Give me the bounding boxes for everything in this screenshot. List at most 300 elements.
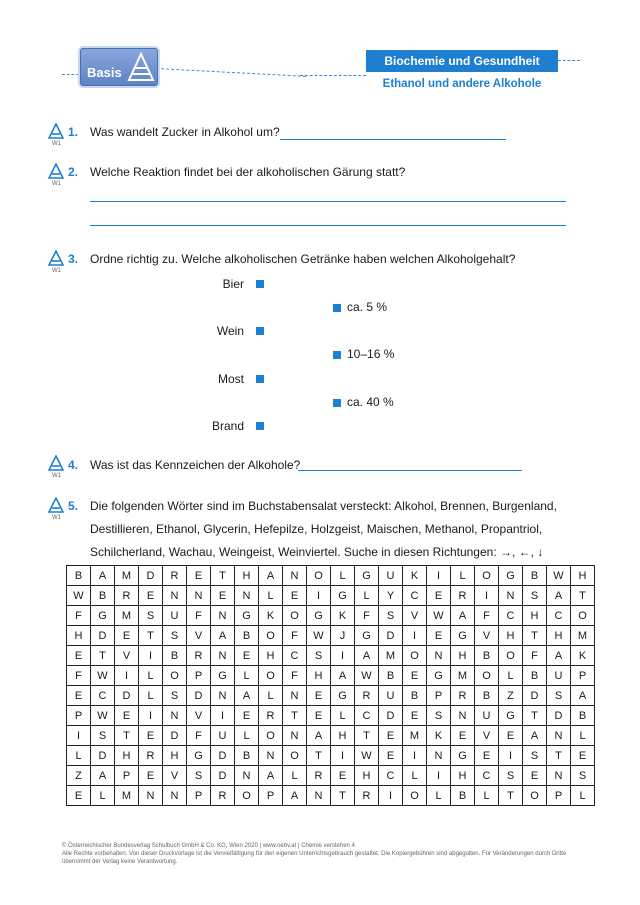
grid-cell[interactable]: B	[571, 706, 595, 726]
grid-cell[interactable]: F	[187, 726, 211, 746]
grid-cell[interactable]: E	[427, 626, 451, 646]
grid-cell[interactable]: L	[139, 666, 163, 686]
grid-cell[interactable]: T	[571, 586, 595, 606]
match-point[interactable]	[256, 280, 264, 288]
grid-cell[interactable]: H	[523, 606, 547, 626]
grid-cell[interactable]: G	[331, 586, 355, 606]
grid-cell[interactable]: D	[379, 626, 403, 646]
match-point[interactable]	[333, 351, 341, 359]
grid-cell[interactable]: Z	[67, 766, 91, 786]
answer-line[interactable]	[90, 201, 566, 202]
grid-cell[interactable]: H	[355, 766, 379, 786]
grid-cell[interactable]: D	[211, 746, 235, 766]
grid-cell[interactable]: S	[571, 766, 595, 786]
grid-cell[interactable]: R	[355, 686, 379, 706]
grid-cell[interactable]: P	[67, 706, 91, 726]
grid-cell[interactable]: H	[115, 746, 139, 766]
grid-cell[interactable]: W	[355, 746, 379, 766]
grid-cell[interactable]: W	[91, 666, 115, 686]
grid-cell[interactable]: A	[235, 686, 259, 706]
grid-cell[interactable]: F	[283, 666, 307, 686]
grid-cell[interactable]: N	[547, 766, 571, 786]
grid-cell[interactable]: P	[187, 666, 211, 686]
grid-cell[interactable]: N	[283, 726, 307, 746]
grid-cell[interactable]: L	[499, 666, 523, 686]
grid-cell[interactable]: N	[259, 746, 283, 766]
match-point[interactable]	[333, 304, 341, 312]
drink-label: Wein	[216, 324, 244, 338]
grid-cell[interactable]: I	[211, 706, 235, 726]
grid-cell[interactable]: E	[67, 686, 91, 706]
grid-cell[interactable]: N	[235, 766, 259, 786]
grid-cell[interactable]: S	[427, 706, 451, 726]
grid-cell[interactable]: H	[451, 766, 475, 786]
grid-cell[interactable]: G	[235, 606, 259, 626]
grid-cell[interactable]: B	[403, 686, 427, 706]
grid-cell[interactable]: L	[475, 786, 499, 806]
grid-cell[interactable]: D	[379, 706, 403, 726]
grid-cell[interactable]: E	[139, 586, 163, 606]
grid-cell[interactable]: O	[259, 666, 283, 686]
grid-cell[interactable]: G	[307, 606, 331, 626]
grid-cell[interactable]: K	[259, 606, 283, 626]
grid-cell[interactable]: K	[571, 646, 595, 666]
grid-cell[interactable]: O	[259, 626, 283, 646]
grid-cell[interactable]: N	[547, 726, 571, 746]
question-level-code: W1	[52, 141, 61, 147]
grid-cell[interactable]: R	[451, 686, 475, 706]
grid-cell[interactable]: I	[427, 766, 451, 786]
grid-cell[interactable]: I	[67, 726, 91, 746]
grid-cell[interactable]: E	[379, 746, 403, 766]
grid-cell[interactable]: I	[115, 666, 139, 686]
grid-cell[interactable]: T	[355, 726, 379, 746]
grid-cell[interactable]: L	[259, 586, 283, 606]
grid-cell[interactable]: H	[499, 626, 523, 646]
grid-cell[interactable]: D	[547, 706, 571, 726]
grid-cell[interactable]: L	[139, 686, 163, 706]
grid-cell[interactable]: L	[67, 746, 91, 766]
grid-cell[interactable]: L	[91, 786, 115, 806]
question-level-code: W1	[52, 515, 61, 521]
grid-cell[interactable]: A	[283, 786, 307, 806]
grid-cell[interactable]: O	[403, 646, 427, 666]
grid-cell[interactable]: L	[571, 726, 595, 746]
grid-cell[interactable]: D	[187, 686, 211, 706]
grid-cell[interactable]: E	[499, 726, 523, 746]
grid-cell[interactable]: G	[211, 666, 235, 686]
grid-cell[interactable]: Y	[379, 586, 403, 606]
grid-cell[interactable]: R	[139, 746, 163, 766]
question-level-code: W1	[52, 268, 61, 274]
grid-cell[interactable]: U	[547, 666, 571, 686]
grid-cell[interactable]: E	[475, 746, 499, 766]
grid-cell[interactable]: G	[499, 566, 523, 586]
grid-cell[interactable]: I	[403, 746, 427, 766]
grid-row	[67, 646, 595, 666]
grid-row	[67, 746, 595, 766]
grid-cell[interactable]: U	[379, 566, 403, 586]
grid-cell[interactable]: C	[283, 646, 307, 666]
grid-cell[interactable]: G	[91, 606, 115, 626]
answer-line[interactable]	[90, 225, 566, 226]
grid-cell[interactable]: E	[571, 746, 595, 766]
grid-cell[interactable]: S	[523, 586, 547, 606]
grid-cell[interactable]: R	[211, 786, 235, 806]
grid-cell[interactable]: V	[403, 606, 427, 626]
grid-cell[interactable]: L	[283, 766, 307, 786]
grid-cell[interactable]: P	[547, 786, 571, 806]
grid-cell[interactable]: N	[163, 586, 187, 606]
grid-cell[interactable]: W	[307, 626, 331, 646]
grid-cell[interactable]: S	[523, 746, 547, 766]
grid-cell[interactable]: U	[475, 706, 499, 726]
grid-cell[interactable]: I	[139, 646, 163, 666]
header-dash-connector	[300, 75, 366, 76]
subject-banner: Biochemie und Gesundheit	[366, 50, 558, 72]
grid-cell[interactable]: O	[283, 606, 307, 626]
grid-cell[interactable]: B	[523, 666, 547, 686]
grid-cell[interactable]: E	[403, 706, 427, 726]
triangle-level-icon	[48, 497, 64, 513]
grid-row	[67, 766, 595, 786]
grid-cell[interactable]: F	[283, 626, 307, 646]
grid-cell[interactable]: E	[235, 646, 259, 666]
grid-cell[interactable]: M	[403, 726, 427, 746]
grid-cell[interactable]: N	[139, 786, 163, 806]
grid-cell[interactable]: A	[331, 666, 355, 686]
grid-cell[interactable]: J	[331, 626, 355, 646]
grid-cell[interactable]: O	[475, 566, 499, 586]
grid-cell[interactable]: H	[67, 626, 91, 646]
grid-cell[interactable]: O	[283, 746, 307, 766]
grid-cell[interactable]: G	[355, 626, 379, 646]
grid-cell[interactable]: S	[499, 766, 523, 786]
question-text: Was wandelt Zucker in Alkohol um?	[90, 125, 280, 139]
grid-cell[interactable]: R	[115, 586, 139, 606]
grid-cell[interactable]: I	[331, 746, 355, 766]
grid-cell[interactable]: N	[235, 586, 259, 606]
grid-row	[67, 626, 595, 646]
grid-cell[interactable]: B	[235, 626, 259, 646]
grid-cell[interactable]: E	[187, 566, 211, 586]
grid-cell[interactable]: V	[187, 626, 211, 646]
grid-cell[interactable]: V	[475, 726, 499, 746]
grid-cell[interactable]: O	[523, 786, 547, 806]
grid-cell[interactable]: B	[523, 566, 547, 586]
grid-cell[interactable]: I	[379, 786, 403, 806]
grid-cell[interactable]: D	[115, 686, 139, 706]
grid-cell[interactable]: W	[547, 566, 571, 586]
grid-cell[interactable]: E	[307, 686, 331, 706]
grid-cell[interactable]: E	[115, 626, 139, 646]
grid-cell[interactable]: H	[259, 646, 283, 666]
grid-cell[interactable]: R	[163, 566, 187, 586]
grid-cell[interactable]: O	[235, 786, 259, 806]
grid-cell[interactable]: P	[187, 786, 211, 806]
grid-cell[interactable]: R	[355, 786, 379, 806]
grid-cell[interactable]: G	[355, 566, 379, 586]
grid-cell[interactable]: M	[571, 626, 595, 646]
grid-cell[interactable]: W	[355, 666, 379, 686]
grid-cell[interactable]: S	[139, 606, 163, 626]
grid-cell[interactable]: E	[307, 706, 331, 726]
grid-cell[interactable]: D	[523, 686, 547, 706]
grid-cell[interactable]: C	[403, 586, 427, 606]
grid-row	[67, 666, 595, 686]
grid-cell[interactable]: M	[379, 646, 403, 666]
grid-cell[interactable]: E	[523, 766, 547, 786]
grid-cell[interactable]: E	[139, 766, 163, 786]
grid-cell[interactable]: B	[475, 686, 499, 706]
grid-cell[interactable]: M	[115, 786, 139, 806]
grid-cell[interactable]: U	[379, 686, 403, 706]
grid-cell[interactable]: A	[547, 646, 571, 666]
grid-cell[interactable]: M	[451, 666, 475, 686]
grid-cell[interactable]: N	[499, 586, 523, 606]
grid-cell[interactable]: O	[571, 606, 595, 626]
grid-cell[interactable]: A	[259, 566, 283, 586]
grid-cell[interactable]: F	[355, 606, 379, 626]
grid-cell[interactable]: T	[547, 746, 571, 766]
match-point[interactable]	[256, 327, 264, 335]
grid-cell[interactable]: T	[211, 566, 235, 586]
grid-cell[interactable]: S	[187, 766, 211, 786]
grid-cell[interactable]: R	[187, 646, 211, 666]
match-point[interactable]	[256, 422, 264, 430]
grid-cell[interactable]: L	[235, 726, 259, 746]
grid-cell[interactable]: E	[67, 646, 91, 666]
grid-cell[interactable]: I	[403, 626, 427, 646]
grid-cell[interactable]: H	[307, 666, 331, 686]
grid-cell[interactable]: D	[91, 626, 115, 646]
grid-cell[interactable]: L	[427, 786, 451, 806]
grid-cell[interactable]: L	[331, 706, 355, 726]
grid-cell[interactable]: T	[139, 626, 163, 646]
grid-cell[interactable]: L	[571, 786, 595, 806]
grid-cell[interactable]: B	[67, 566, 91, 586]
grid-cell[interactable]: H	[331, 726, 355, 746]
grid-cell[interactable]: U	[211, 726, 235, 746]
grid-cell[interactable]: W	[427, 606, 451, 626]
grid-row	[67, 566, 595, 586]
grid-cell[interactable]: N	[283, 686, 307, 706]
grid-cell[interactable]: E	[427, 586, 451, 606]
grid-cell[interactable]: S	[379, 606, 403, 626]
grid-cell[interactable]: S	[163, 686, 187, 706]
grid-cell[interactable]: T	[523, 706, 547, 726]
grid-cell[interactable]: G	[187, 746, 211, 766]
grid-cell[interactable]: A	[547, 586, 571, 606]
grid-cell[interactable]: G	[499, 706, 523, 726]
grid-cell[interactable]: T	[91, 646, 115, 666]
grid-cell[interactable]: F	[67, 606, 91, 626]
grid-cell[interactable]: N	[211, 606, 235, 626]
grid-cell[interactable]: R	[307, 766, 331, 786]
answer-line[interactable]	[298, 470, 522, 471]
grid-cell[interactable]: G	[427, 666, 451, 686]
grid-cell[interactable]: D	[163, 726, 187, 746]
alcohol-content-label: ca. 40 %	[347, 395, 394, 409]
grid-cell[interactable]: E	[67, 786, 91, 806]
grid-cell[interactable]: O	[259, 726, 283, 746]
grid-cell[interactable]: A	[91, 566, 115, 586]
grid-cell[interactable]: E	[403, 666, 427, 686]
grid-cell[interactable]: U	[163, 606, 187, 626]
grid-cell[interactable]: N	[211, 646, 235, 666]
grid-cell[interactable]: L	[331, 566, 355, 586]
grid-cell[interactable]: G	[451, 626, 475, 646]
grid-cell[interactable]: S	[163, 626, 187, 646]
grid-cell[interactable]: A	[91, 766, 115, 786]
grid-cell[interactable]: M	[115, 606, 139, 626]
grid-cell[interactable]: A	[571, 686, 595, 706]
grid-cell[interactable]: F	[67, 666, 91, 686]
grid-cell[interactable]: O	[499, 646, 523, 666]
grid-cell[interactable]: T	[307, 746, 331, 766]
grid-cell[interactable]: L	[355, 586, 379, 606]
grid-cell[interactable]: N	[211, 686, 235, 706]
footer-rights: Alle Rechte vorbehalten. Von dieser Druckvorlage ist die Vervielfältigung für den eigenen Unterrichtsgebrauch gestattet. Die Kopiergebühren sind abgegolten. Für Veränderungen durch Dritte übernimmt der Verlag keine Verantwortung.	[62, 851, 567, 865]
grid-cell[interactable]: A	[307, 726, 331, 746]
grid-cell[interactable]: T	[283, 706, 307, 726]
grid-cell[interactable]: C	[547, 606, 571, 626]
grid-cell[interactable]: I	[499, 746, 523, 766]
grid-cell[interactable]: L	[403, 766, 427, 786]
grid-cell[interactable]: G	[331, 686, 355, 706]
grid-cell[interactable]: T	[523, 626, 547, 646]
grid-cell[interactable]: V	[475, 626, 499, 646]
grid-cell[interactable]: D	[139, 566, 163, 586]
grid-cell[interactable]: E	[115, 706, 139, 726]
grid-cell[interactable]: E	[379, 726, 403, 746]
grid-cell[interactable]: B	[475, 646, 499, 666]
grid-cell[interactable]: A	[523, 726, 547, 746]
grid-cell[interactable]: O	[403, 786, 427, 806]
grid-cell[interactable]: V	[187, 706, 211, 726]
header-dash-middle	[156, 68, 306, 77]
grid-cell[interactable]: N	[451, 706, 475, 726]
grid-row	[67, 686, 595, 706]
grid-cell[interactable]: L	[235, 666, 259, 686]
grid-cell[interactable]: A	[259, 766, 283, 786]
grid-cell[interactable]: V	[115, 646, 139, 666]
match-point[interactable]	[256, 375, 264, 383]
grid-cell[interactable]: I	[307, 586, 331, 606]
grid-cell[interactable]: D	[91, 746, 115, 766]
grid-cell[interactable]: N	[427, 646, 451, 666]
grid-cell[interactable]: C	[355, 706, 379, 726]
grid-cell[interactable]: P	[571, 666, 595, 686]
grid-cell[interactable]: O	[307, 566, 331, 586]
grid-cell[interactable]: L	[259, 686, 283, 706]
grid-cell[interactable]: T	[331, 786, 355, 806]
grid-cell[interactable]: I	[475, 586, 499, 606]
footer	[62, 842, 582, 866]
grid-cell[interactable]: H	[547, 626, 571, 646]
grid-cell[interactable]: K	[403, 566, 427, 586]
answer-line[interactable]	[280, 139, 506, 140]
grid-cell[interactable]: F	[523, 646, 547, 666]
grid-cell[interactable]: V	[163, 766, 187, 786]
grid-cell[interactable]: P	[115, 766, 139, 786]
grid-cell[interactable]: H	[163, 746, 187, 766]
grid-cell[interactable]: C	[379, 766, 403, 786]
grid-cell[interactable]: K	[331, 606, 355, 626]
match-point[interactable]	[333, 399, 341, 407]
grid-cell[interactable]: F	[187, 606, 211, 626]
grid-cell[interactable]: C	[499, 606, 523, 626]
grid-cell[interactable]: W	[91, 706, 115, 726]
grid-cell[interactable]: E	[235, 706, 259, 726]
grid-cell[interactable]: R	[451, 586, 475, 606]
alcohol-content-label: 10–16 %	[347, 347, 395, 361]
grid-cell[interactable]: M	[115, 566, 139, 586]
grid-cell[interactable]: P	[427, 686, 451, 706]
grid-cell[interactable]: N	[187, 586, 211, 606]
grid-cell[interactable]: R	[259, 706, 283, 726]
grid-cell[interactable]: D	[211, 766, 235, 786]
question-level-code: W1	[52, 181, 61, 187]
grid-cell[interactable]: E	[211, 586, 235, 606]
drink-label: Brand	[211, 419, 244, 433]
grid-cell[interactable]: W	[67, 586, 91, 606]
grid-cell[interactable]: C	[91, 686, 115, 706]
question-number: 1.	[68, 125, 79, 139]
grid-cell[interactable]: B	[379, 666, 403, 686]
grid-cell[interactable]: T	[499, 786, 523, 806]
grid-cell[interactable]: N	[283, 566, 307, 586]
grid-cell[interactable]: B	[451, 786, 475, 806]
grid-cell[interactable]: I	[427, 566, 451, 586]
grid-cell[interactable]: A	[355, 646, 379, 666]
grid-cell[interactable]: L	[451, 566, 475, 586]
grid-cell[interactable]: C	[475, 766, 499, 786]
grid-cell[interactable]: H	[571, 566, 595, 586]
grid-cell[interactable]: F	[475, 606, 499, 626]
grid-cell[interactable]: K	[427, 726, 451, 746]
grid-cell[interactable]: H	[235, 566, 259, 586]
grid-cell[interactable]: E	[331, 766, 355, 786]
grid-cell[interactable]: S	[91, 726, 115, 746]
drink-label: Bier	[222, 277, 244, 291]
grid-cell[interactable]: A	[451, 606, 475, 626]
grid-cell[interactable]: S	[547, 686, 571, 706]
grid-cell[interactable]: E	[139, 726, 163, 746]
grid-cell[interactable]: N	[163, 706, 187, 726]
grid-cell[interactable]: S	[307, 646, 331, 666]
grid-cell[interactable]: E	[283, 586, 307, 606]
grid-cell[interactable]: N	[427, 746, 451, 766]
grid-cell[interactable]: G	[451, 746, 475, 766]
grid-cell[interactable]: T	[115, 726, 139, 746]
grid-cell[interactable]: P	[259, 786, 283, 806]
grid-cell[interactable]: E	[451, 726, 475, 746]
grid-cell[interactable]: N	[163, 786, 187, 806]
drink-label: Most	[217, 372, 244, 386]
grid-cell[interactable]: B	[91, 586, 115, 606]
grid-cell[interactable]: H	[451, 646, 475, 666]
grid-cell[interactable]: Z	[499, 686, 523, 706]
grid-cell[interactable]: B	[235, 746, 259, 766]
grid-cell[interactable]: I	[331, 646, 355, 666]
grid-cell[interactable]: I	[139, 706, 163, 726]
grid-cell[interactable]: N	[307, 786, 331, 806]
grid-cell[interactable]: A	[211, 626, 235, 646]
grid-cell[interactable]: O	[163, 666, 187, 686]
grid-cell[interactable]: B	[163, 646, 187, 666]
grid-cell[interactable]: O	[475, 666, 499, 686]
